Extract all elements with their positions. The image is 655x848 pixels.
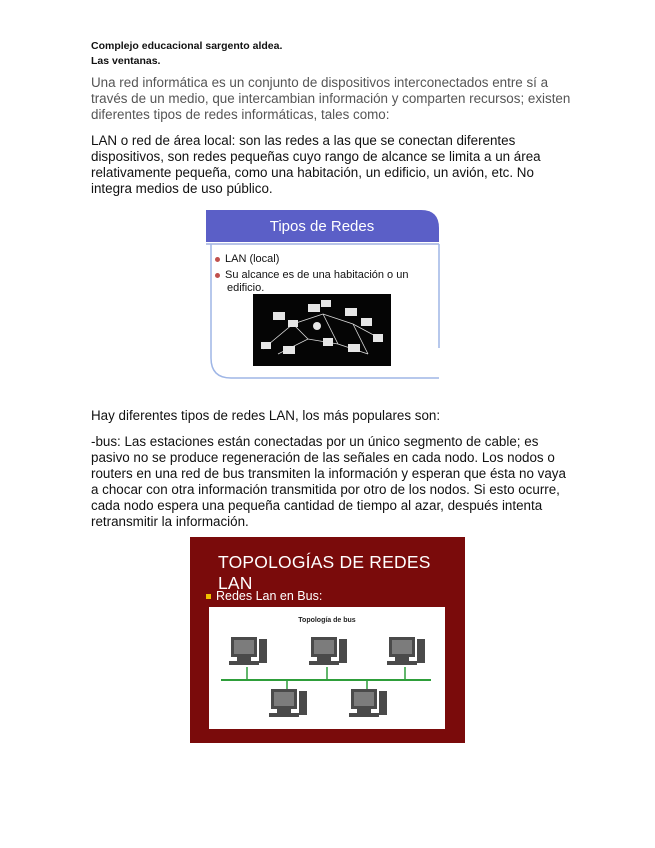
lan-network-photo bbox=[253, 294, 391, 366]
paragraph-bus: -bus: Las estaciones están conectadas por un único segmento de cable; es pasivo no se produce regeneración de las señales en cada nodo. Los nodos o routers en una red de bus transmiten la información y esperan que ésta no vaya a chocar con otra información transmitida por otro de los nodos. Si esto ocurre, cada nodo espera una pequeña cantidad de tiempo al azar, después intenta retransmitir la información. bbox=[91, 434, 566, 529]
bullet-square-icon bbox=[206, 594, 211, 599]
bus-diagram-graphic bbox=[209, 607, 445, 729]
header-school: Complejo educacional sargento aldea. bbox=[91, 40, 283, 52]
slide1-title: Tipos de Redes bbox=[269, 218, 375, 235]
bus-topology-diagram bbox=[209, 607, 445, 729]
slide1-bullet-1-text: LAN (local) bbox=[225, 253, 280, 265]
slide1-bullet-1 bbox=[215, 253, 279, 266]
slide1-bullet-2-text: Su alcance es de una habitación o un bbox=[225, 269, 409, 281]
bullet-dot-icon bbox=[215, 273, 220, 278]
slide-tipos-de-redes bbox=[203, 208, 441, 380]
slide1-bullet-2-cont: edificio. bbox=[227, 282, 265, 294]
paragraph-lan-types: Hay diferentes tipos de redes LAN, los más populares son: bbox=[91, 408, 441, 423]
bullet-dot-icon bbox=[215, 257, 220, 262]
paragraph-intro: Una red informática es un conjunto de dispositivos interconectados entre sí a través de un medio, que intercambian información y comparten recursos; existen diferentes tipos de redes informáticas, tales como: bbox=[91, 75, 571, 122]
header-location: Las ventanas. bbox=[91, 55, 161, 67]
slide1-bullet-2 bbox=[215, 269, 408, 282]
diagram-title: Topología de bus bbox=[298, 617, 356, 624]
slide2-title: TOPOLOGÍAS DE REDES LAN bbox=[218, 552, 431, 593]
paragraph-lan: LAN o red de área local: son las redes a las que se conectan diferentes dispositivos, son redes pequeñas cuyo rango de alcance se limita a un área relativamente pequeña, como una habitación, un edificio, un avión, etc. No integra medios de uso público. bbox=[91, 133, 541, 196]
slide2-subtitle bbox=[206, 589, 322, 603]
slide2-subtitle-text: Redes Lan en Bus: bbox=[216, 589, 323, 603]
slide-topologias bbox=[190, 537, 465, 743]
